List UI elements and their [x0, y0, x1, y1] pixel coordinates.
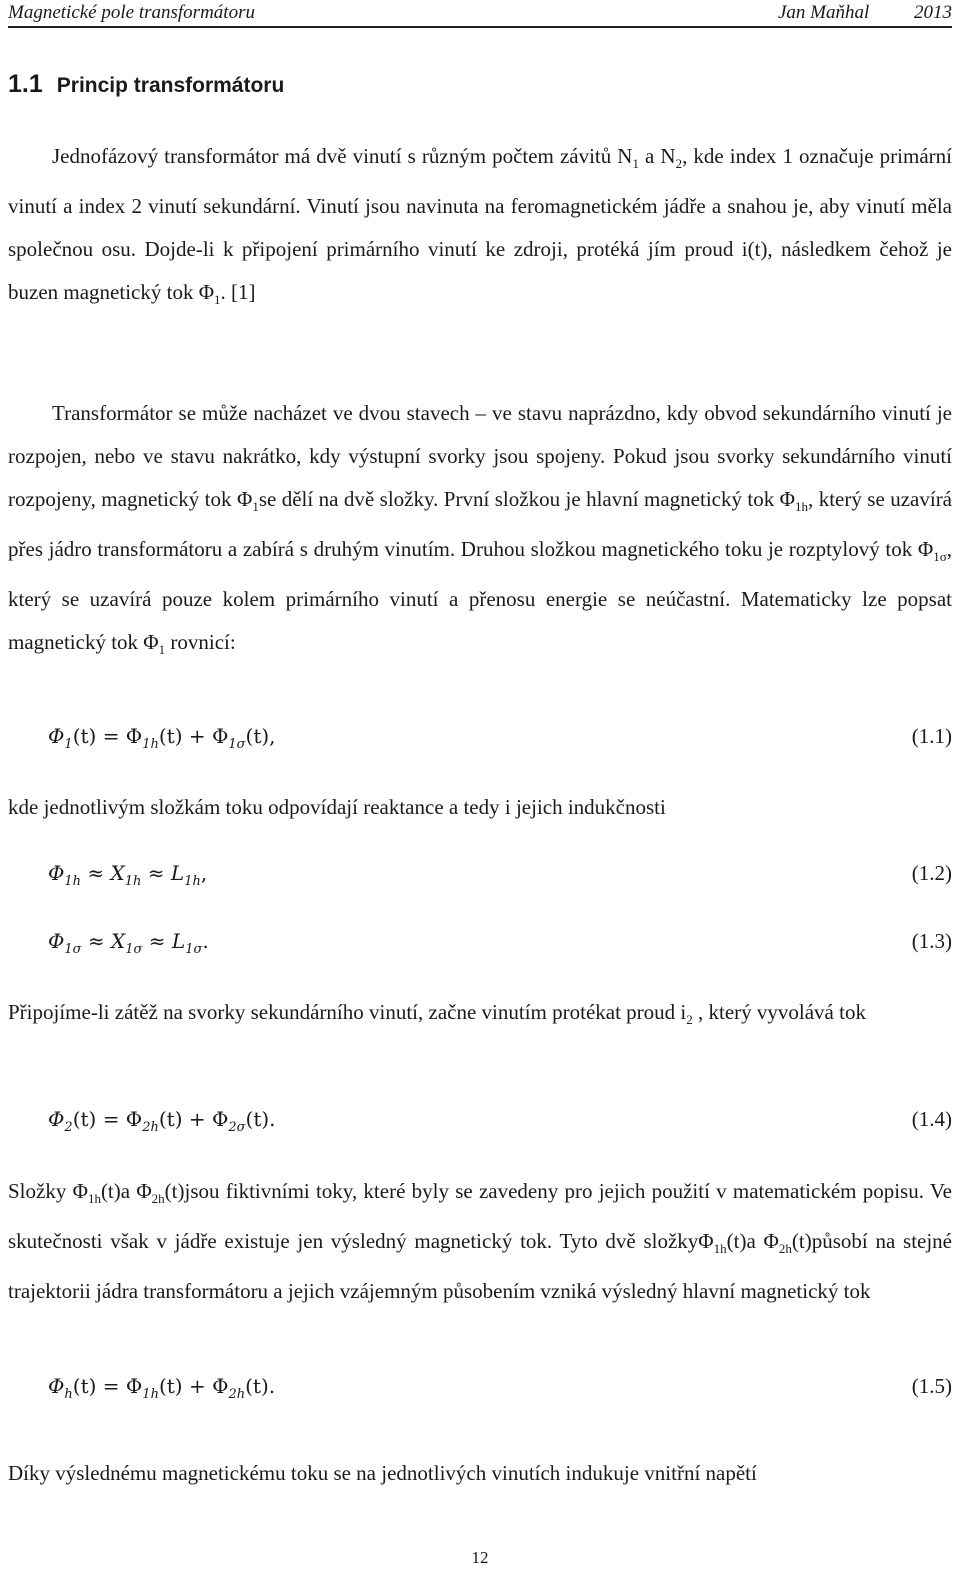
paragraph-states: Transformátor se může nacházet ve dvou stavech – ve stavu naprázdno, kdy obvod sekundárního vinutí je rozpojen, nebo ve stavu nakrátko, kdy výstupní svorky jsou spojeny. Pokud jsou svorky sekundárního vinutí rozpojeny, magnetický tok $\Phi_1se$ dělí na dvě složky. První složkou je hlavní magnetický tok $\Phi_{1h}$, který se uzavírá přes jádro transformátoru a zabírá s druhým vinutím. Druhou složkou magnetického toku je rozptylový tok $\Phi_{1\sigma}$, který se uzavírá pouze kolem primárního vinutí a přenosu energie se neúčastní. Matematicky lze popsat magnetický tok $\Phi_1$ rovnicí:: [8, 401, 953, 658]
equation-1-2: [48, 861, 952, 897]
section-heading: [8, 70, 284, 99]
paragraph-load: Připojíme-li zátěž na svorky sekundárního vinutí, začne vinutím protékat proud $i_2$ , který vyvolává tok: [8, 1000, 866, 1028]
equation-formula: $\Phi_2(t) = \Phi_{2h}(t) + \Phi_{2\sigma}(t)$.: [48, 1107, 276, 1135]
paragraph-induced-voltage: Díky výslednému magnetickému toku se na jednotlivých vinutích indukuje vnitřní napětí: [8, 1461, 757, 1485]
equation-number: (1.4): [911, 1107, 952, 1131]
equation-1-5: [48, 1374, 952, 1410]
equation-number: (1.5): [911, 1374, 952, 1398]
page-header: [8, 0, 952, 28]
paragraph-reactance: kde jednotlivým složkám toku odpovídají reaktance a tedy i jejich indukčnosti: [8, 795, 666, 819]
page-number: 12: [471, 1548, 489, 1567]
equation-1-3: [48, 929, 952, 965]
equation-formula: $\Phi_1(t) = \Phi_{1h}(t) + \Phi_{1\sigma}(t)$,: [48, 724, 276, 752]
equation-formula: $\Phi_h(t) = \Phi_{1h}(t) + \Phi_{2h}(t)$.: [48, 1374, 276, 1402]
equation-formula: $\Phi_{1\sigma} \approx X_{1\sigma} \approx L_{1\sigma}$.: [48, 929, 209, 957]
paragraph-components: Složky $\Phi_{1h}(t)a$ $\Phi_{2h}(t)jsou$ fiktivními toky, které byly se zavedeny pro jejich použití v matematickém popisu. Ve skutečnosti však v jádře existuje jen výsledný magnetický tok. Tyto dvě složkyΦ$_{1h}$(t)a $\Phi_{2h}(t)působí$ na stejné trajektorii jádra transformátoru a jejich vzájemným působením vzniká výsledný hlavní magnetický tok: [8, 1179, 952, 1304]
header-year: 2013: [914, 2, 952, 23]
section-number: 1.1: [8, 70, 43, 98]
equation-number: (1.2): [911, 861, 952, 885]
header-author: Jan Maňhal: [777, 2, 870, 23]
section-title: Princip transformátoru: [56, 74, 285, 97]
equation-1-1: [48, 724, 952, 760]
header-meta: [738, 2, 952, 24]
paragraph-intro: Jednofázový transformátor má dvě vinutí s různým počtem závitů $N_1$ a $N_2$, kde index 1 označuje primární vinutí a index 2 vinutí sekundární. Vinutí jsou navinuta na feromagnetickém jádře a snahou je, aby vinutí měla společnou osu. Dojde-li k připojení primárního vinutí ke zdroji, protéká jím proud i(t), následkem čehož je buzen magnetický tok $\Phi_1$. [1]: [8, 144, 952, 308]
equation-1-4: [48, 1107, 952, 1143]
equation-number: (1.3): [911, 929, 952, 953]
header-title: Magnetické pole transformátoru: [8, 2, 255, 23]
equation-formula: $\Phi_{1h} \approx X_{1h} \approx L_{1h}$,: [48, 861, 208, 889]
equation-number: (1.1): [911, 724, 952, 748]
